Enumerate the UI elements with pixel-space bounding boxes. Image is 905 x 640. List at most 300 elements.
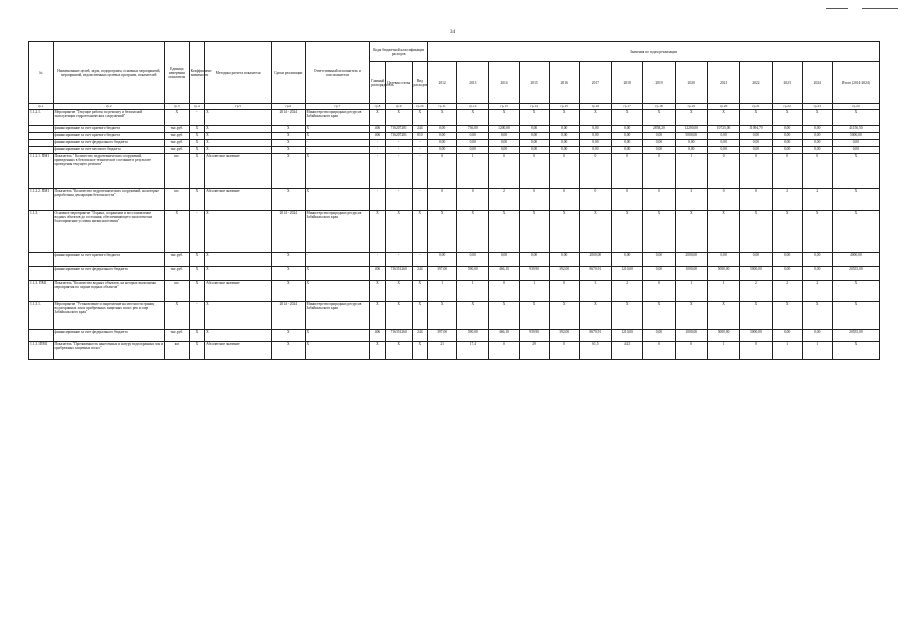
table-cell: 0 <box>643 281 675 302</box>
table-cell: 20555,00 <box>832 330 879 342</box>
table-cell: 1 <box>428 281 457 302</box>
table-cell: 5000,00 <box>740 267 772 281</box>
column-number: гр.4 <box>189 104 205 110</box>
table-cell: Х <box>370 302 386 330</box>
table-cell: Х <box>428 110 457 126</box>
table-cell: Х <box>740 110 772 126</box>
table-cell: Х <box>385 342 412 360</box>
table-cell: Х <box>189 267 205 281</box>
table-cell: Х <box>612 110 643 126</box>
table-cell: Х <box>643 211 675 253</box>
table-cell: 0,00 <box>772 147 802 154</box>
table-cell: Х <box>707 302 739 330</box>
table-cell: 590,00 <box>457 330 489 342</box>
table-cell: Х <box>385 211 412 253</box>
table-cell: 0,00 <box>643 253 675 267</box>
table-cell: 0,00 <box>519 133 549 140</box>
table-cell: Х <box>832 211 879 253</box>
table-cell: 0 <box>675 342 707 360</box>
table-cell: 2858,20 <box>643 126 675 133</box>
table-cell: - <box>189 110 205 126</box>
column-number: гр.20 <box>707 104 739 110</box>
column-number: гр.16 <box>579 104 611 110</box>
table-cell: Х <box>272 126 305 133</box>
table-cell: Х <box>189 140 205 147</box>
table-row <box>29 267 880 281</box>
table-cell: 736,00 <box>457 126 489 133</box>
table-cell: 2 <box>489 189 519 211</box>
header-values-group: Значения по годам реализации <box>428 42 880 62</box>
table-cell: 1.1.2.1. ПМ1 <box>29 154 54 189</box>
table-cell: 5000,00 <box>707 267 739 281</box>
table-cell: тыс.руб. <box>165 253 190 267</box>
table-cell: Х <box>612 211 643 253</box>
table-row <box>29 154 880 189</box>
table-cell: 0 <box>643 342 675 360</box>
table-cell: 0,00 <box>740 147 772 154</box>
table-cell: 5000,00 <box>832 133 879 140</box>
table-cell: Абсолютное значение <box>205 189 272 211</box>
table-cell: Х <box>549 110 579 126</box>
table-cell: 0 <box>772 154 802 189</box>
table-cell: 2 <box>740 281 772 302</box>
table-cell <box>29 253 54 267</box>
header-bk-group: Коды бюджетной классификации расходов <box>370 42 428 62</box>
table-cell: 2 <box>772 281 802 302</box>
table-cell: Х <box>205 253 272 267</box>
table-cell: 0,00 <box>707 140 739 147</box>
table-cell: - <box>385 154 412 189</box>
row-label: финансирование за счет федерального бюджета <box>53 140 165 147</box>
table-cell: Х <box>832 281 879 302</box>
table-cell: 0,00 <box>772 133 802 140</box>
table-cell: Х <box>305 189 370 211</box>
row-label: финансирование за счет федерального бюджета <box>53 330 165 342</box>
table-cell: шт. <box>165 154 190 189</box>
table-cell: Х <box>579 110 611 126</box>
table-cell: Абсолютное значение <box>205 154 272 189</box>
table-cell: 0,00 <box>579 140 611 147</box>
table-cell: 1.1.2.1. <box>29 110 54 126</box>
header-bk-vr: Вид расходов <box>412 62 428 104</box>
table-cell: Х <box>675 302 707 330</box>
table-cell: - <box>305 253 370 267</box>
table-cell: Х <box>519 302 549 330</box>
table-cell: Х <box>189 154 205 189</box>
table-cell: 0,00 <box>489 253 519 267</box>
table-cell: Х <box>385 281 412 302</box>
table-cell: Х <box>385 110 412 126</box>
header-total: Итого (2014-2024) <box>832 62 879 104</box>
table-cell: 0,00 <box>428 133 457 140</box>
table-cell: 0,00 <box>457 133 489 140</box>
table-cell: 0,00 <box>579 126 611 133</box>
table-cell <box>29 126 54 133</box>
table-cell: тыс.руб. <box>165 147 190 154</box>
table-cell: Х <box>305 342 370 360</box>
header-unit: Единица измерения показателя <box>165 42 190 104</box>
table-cell: - <box>370 154 386 189</box>
row-label: Показатель " Количество гидротехнических сооружений, приведенных в безопасное техническое состояние в результате проведения текущего ремонта" <box>53 154 165 189</box>
table-cell: Х <box>205 126 272 133</box>
table-cell: Х <box>832 342 879 360</box>
table-cell: Х <box>205 133 272 140</box>
table-cell: Х <box>643 302 675 330</box>
column-number: гр.9 <box>385 104 412 110</box>
table-cell: 3 <box>675 189 707 211</box>
table-cell: Х <box>832 154 879 189</box>
table-cell: Х <box>519 110 549 126</box>
table-cell: 2 <box>772 189 802 211</box>
table-cell: 1 <box>707 281 739 302</box>
table-cell: Х <box>740 211 772 253</box>
table-cell: 0,00 <box>675 147 707 154</box>
table-cell: Х <box>385 302 412 330</box>
header-year: 2024 <box>802 62 832 104</box>
table-cell: тыс.руб. <box>165 126 190 133</box>
table-cell: 0,00 <box>643 147 675 154</box>
table-row <box>29 140 880 147</box>
table-cell: Х <box>189 147 205 154</box>
table-cell: 0,00 <box>802 330 832 342</box>
table-cell: 0,00 <box>612 147 643 154</box>
row-label: Показатель "Протяженность нанесенных и натуру водоохранных зон и прибрежных защитных полос" <box>53 342 165 360</box>
table-cell: 41156,50 <box>832 126 879 133</box>
table-cell: 44,5 <box>612 342 643 360</box>
table-cell: 0 <box>740 154 772 189</box>
table-cell: Х <box>370 110 386 126</box>
table-cell: Х <box>457 302 489 330</box>
table-cell: тыс.руб. <box>165 133 190 140</box>
table-cell: Х <box>428 211 457 253</box>
column-number: гр.1 <box>29 104 54 110</box>
table-cell: Х <box>412 211 428 253</box>
table-cell: 0 <box>519 154 549 189</box>
column-number: гр.10 <box>412 104 428 110</box>
table-cell: Х <box>205 211 272 253</box>
table-cell: 0,00 <box>802 133 832 140</box>
table-cell: Х <box>412 302 428 330</box>
table-cell: 0 <box>549 342 579 360</box>
table-cell: 1.1.3.1ПМ1 <box>29 342 54 360</box>
row-label: Мероприятие "Текущие работы по ремонту и безопасной эксплуатации гидротехнических сооружений" <box>53 110 165 126</box>
table-row <box>29 281 880 302</box>
table-cell: - <box>305 147 370 154</box>
row-label: Показатель "Количество гидротехнических сооружений, на которые разработаны декларации безопасности" <box>53 189 165 211</box>
table-cell: 0,00 <box>643 330 675 342</box>
table-cell: Х <box>802 302 832 330</box>
table-cell: 1.1.3. <box>29 211 54 253</box>
table-cell: Х <box>305 126 370 133</box>
table-cell: 0 <box>612 154 643 189</box>
table-cell: 1 <box>675 281 707 302</box>
table-cell: Х <box>832 189 879 211</box>
table-cell: Х <box>579 211 611 253</box>
table-cell: 1000,00 <box>675 267 707 281</box>
table-cell: - <box>370 189 386 211</box>
header-year: 2017 <box>579 62 611 104</box>
table-cell: 0 <box>579 154 611 189</box>
table-cell: Х <box>643 110 675 126</box>
table-cell: Х <box>412 110 428 126</box>
table-cell: 0,00 <box>457 147 489 154</box>
table-cell: 0,00 <box>802 147 832 154</box>
table-cell: 2014 - 2024 <box>272 110 305 126</box>
header-no: № <box>29 42 54 104</box>
table-cell: 1210,00 <box>612 330 643 342</box>
row-label: финансирование за счет краевого бюджета <box>53 133 165 140</box>
table-cell: - <box>412 140 428 147</box>
column-number: гр.2 <box>53 104 165 110</box>
table-row <box>29 253 880 267</box>
table-cell: 0 <box>428 154 457 189</box>
table-cell: 244 <box>412 267 428 281</box>
table-cell <box>29 147 54 154</box>
table-cell: - <box>370 140 386 147</box>
table-cell: 810 <box>412 133 428 140</box>
table-cell: тыс.руб. <box>165 330 190 342</box>
table-cell: 397,00 <box>428 267 457 281</box>
table-cell: 0 <box>707 154 739 189</box>
table-cell: 2 <box>802 281 832 302</box>
table-cell: 0,00 <box>579 133 611 140</box>
table-cell: 397,00 <box>428 330 457 342</box>
table-cell: 1 <box>707 342 739 360</box>
table-cell: Х <box>519 211 549 253</box>
table-cell: 716207281 <box>385 126 412 133</box>
table-cell <box>29 267 54 281</box>
table-cell: Х <box>457 211 489 253</box>
table-cell: 406 <box>370 267 386 281</box>
table-cell: 0,00 <box>772 253 802 267</box>
table-row <box>29 342 880 360</box>
row-label: Мероприятие "Установление и закрепление на местности границ водоохранных зон и прибрежных защитных полос рек и озер Забайкальского края" <box>53 302 165 330</box>
table-cell: 1 <box>772 342 802 360</box>
table-cell: 61,5 <box>579 342 611 360</box>
table-cell: 2000,00 <box>675 253 707 267</box>
table-cell: Х <box>189 330 205 342</box>
table-cell: Х <box>370 281 386 302</box>
table-cell: 2014 - 2024 <box>272 211 305 253</box>
table-cell: 0,00 <box>740 253 772 267</box>
table-cell: 0,00 <box>772 140 802 147</box>
table-cell: Х <box>457 110 489 126</box>
table-cell: 0,00 <box>707 147 739 154</box>
table-cell: Х <box>832 302 879 330</box>
table-cell: - <box>412 253 428 267</box>
table-cell: Х <box>305 133 370 140</box>
column-number: гр.11 <box>428 104 457 110</box>
column-number: гр.18 <box>643 104 675 110</box>
table-cell: - <box>412 154 428 189</box>
table-cell: 0,00 <box>519 253 549 267</box>
column-number: гр.7 <box>305 104 370 110</box>
column-number: гр.3 <box>165 104 190 110</box>
table-cell: 17,4 <box>457 342 489 360</box>
table-cell: - <box>189 211 205 253</box>
table-cell: 0 <box>519 189 549 211</box>
table-cell: 0,00 <box>772 267 802 281</box>
table-cell: 1000,00 <box>675 330 707 342</box>
table-cell: Министерство природных ресурсов Забайкальского края <box>305 211 370 253</box>
row-label: финансирование за счет краевого бюджета <box>53 126 165 133</box>
table-cell: 0 <box>457 189 489 211</box>
table-cell: Х <box>272 267 305 281</box>
table-cell: 0,00 <box>802 140 832 147</box>
table-cell: 0,00 <box>612 253 643 267</box>
header-year: 2022 <box>740 62 772 104</box>
header-year: 2013 <box>457 62 489 104</box>
table-cell: 406 <box>370 330 386 342</box>
table-cell: Х <box>189 133 205 140</box>
table-cell: Х <box>272 253 305 267</box>
table-cell: Х <box>675 211 707 253</box>
table-cell: 0,00 <box>549 147 579 154</box>
table-cell: 0,00 <box>428 147 457 154</box>
table-cell: 939,90 <box>519 267 549 281</box>
table-cell: Министерство природных ресурсов Забайкальского края <box>305 110 370 126</box>
table-cell: Х <box>305 154 370 189</box>
table-cell: Х <box>189 253 205 267</box>
table-cell: Х <box>489 211 519 253</box>
table-cell: Х <box>612 302 643 330</box>
table-cell: 0 <box>489 154 519 189</box>
header-year: 2012 <box>428 62 457 104</box>
table-cell: Х <box>272 147 305 154</box>
table-cell: - <box>385 189 412 211</box>
table-cell: 0,00 <box>549 133 579 140</box>
table-cell: 4000,00 <box>832 253 879 267</box>
table-cell: 0,00 <box>612 126 643 133</box>
table-cell: 0 <box>740 189 772 211</box>
table-cell: Х <box>707 110 739 126</box>
table-row <box>29 189 880 211</box>
table-cell: - <box>412 189 428 211</box>
column-number: гр.24 <box>832 104 879 110</box>
table-cell: Х <box>205 147 272 154</box>
table-cell: Министерство природных ресурсов Забайкальского края <box>305 302 370 330</box>
table-cell: Х <box>549 302 579 330</box>
table-cell: 0,00 <box>772 330 802 342</box>
table-cell: 716351260 <box>385 330 412 342</box>
table-cell: 466,10 <box>489 330 519 342</box>
table-cell: 0,00 <box>802 126 832 133</box>
top-line <box>862 8 898 9</box>
column-number: гр.8 <box>370 104 386 110</box>
table-cell: 244 <box>412 126 428 133</box>
table-cell: Х <box>205 302 272 330</box>
header-year: 2018 <box>612 62 643 104</box>
table-cell: 0 <box>549 189 579 211</box>
table-cell: 2 <box>612 281 643 302</box>
table-cell: 0,00 <box>643 140 675 147</box>
table-cell: Х <box>205 140 272 147</box>
row-label: Основное мероприятие "Охрана, сохранение и восстановление водных объектов до состояния, обеспечивающего экологически благоприятные условия жизни населения" <box>53 211 165 253</box>
table-cell: 0,00 <box>612 133 643 140</box>
table-cell: км <box>165 342 190 360</box>
table-cell: 1.1.2.2. ПМ1 <box>29 189 54 211</box>
table-cell: 0,00 <box>802 253 832 267</box>
header-terms: Сроки реализации <box>272 42 305 104</box>
table-cell: Х <box>412 281 428 302</box>
table-cell: 0,00 <box>489 133 519 140</box>
table-cell: Х <box>272 342 305 360</box>
table-cell: 5000,00 <box>675 133 707 140</box>
table-row <box>29 110 880 126</box>
table-cell: Х <box>370 211 386 253</box>
table-cell: - <box>305 140 370 147</box>
table-cell: 0 <box>643 154 675 189</box>
table-cell: 12200,00 <box>675 126 707 133</box>
table-cell: 0,00 <box>675 140 707 147</box>
table-cell: Х <box>832 110 879 126</box>
table-cell: Х <box>772 211 802 253</box>
table-cell: 716351260 <box>385 267 412 281</box>
table-cell: 466,10 <box>489 267 519 281</box>
table-row <box>29 211 880 253</box>
table-cell: 716207281 <box>385 133 412 140</box>
table-cell: - <box>370 253 386 267</box>
table-cell: 8670,91 <box>579 267 611 281</box>
program-table <box>28 41 880 360</box>
table-cell: - <box>412 147 428 154</box>
row-label: финансирование за счет федерального бюджета <box>53 267 165 281</box>
table-row <box>29 133 880 140</box>
table-cell <box>29 140 54 147</box>
table-cell: 10725,00 <box>707 126 739 133</box>
table-cell: 0 <box>428 189 457 211</box>
table-cell: 0,00 <box>643 267 675 281</box>
table-cell: 406 <box>370 133 386 140</box>
table-cell: 8670,91 <box>579 330 611 342</box>
header-responsible: Ответственный исполнитель и соисполнители <box>305 42 370 104</box>
table-cell: Х <box>272 189 305 211</box>
table-cell: 0 <box>489 342 519 360</box>
table-cell: Х <box>165 110 190 126</box>
header-bk-grbs: Главный распорядитель <box>370 62 386 104</box>
table-cell: шт. <box>165 189 190 211</box>
table-cell: 244 <box>412 330 428 342</box>
table-cell: 0,00 <box>707 133 739 140</box>
table-cell: Х <box>305 330 370 342</box>
header-bk-cs: Целевая статья <box>385 62 412 104</box>
table-cell: 0,00 <box>832 147 879 154</box>
table-cell: Х <box>189 189 205 211</box>
table-cell: Х <box>772 110 802 126</box>
table-cell: Х <box>489 110 519 126</box>
table-cell: Х <box>305 267 370 281</box>
table-cell: Х <box>165 211 190 253</box>
table-cell: 392,00 <box>549 267 579 281</box>
table-cell: Х <box>205 330 272 342</box>
column-number: гр.21 <box>740 104 772 110</box>
table-cell: 1210,00 <box>612 267 643 281</box>
table-cell: Х <box>205 267 272 281</box>
header-year: 2019 <box>643 62 675 104</box>
top-line <box>826 8 848 9</box>
row-label: финансирование за счет краевого бюджета <box>53 253 165 267</box>
table-cell: 0 <box>707 189 739 211</box>
header-year: 2014 <box>489 62 519 104</box>
table-cell: тыс.руб. <box>165 140 190 147</box>
table-cell: 1 <box>457 154 489 189</box>
table-cell: 392,00 <box>549 330 579 342</box>
header-year: 2020 <box>675 62 707 104</box>
table-cell: 3 <box>579 281 611 302</box>
table-cell: 0,00 <box>802 267 832 281</box>
table-cell: 2014 - 2024 <box>272 302 305 330</box>
header-year: 2016 <box>549 62 579 104</box>
